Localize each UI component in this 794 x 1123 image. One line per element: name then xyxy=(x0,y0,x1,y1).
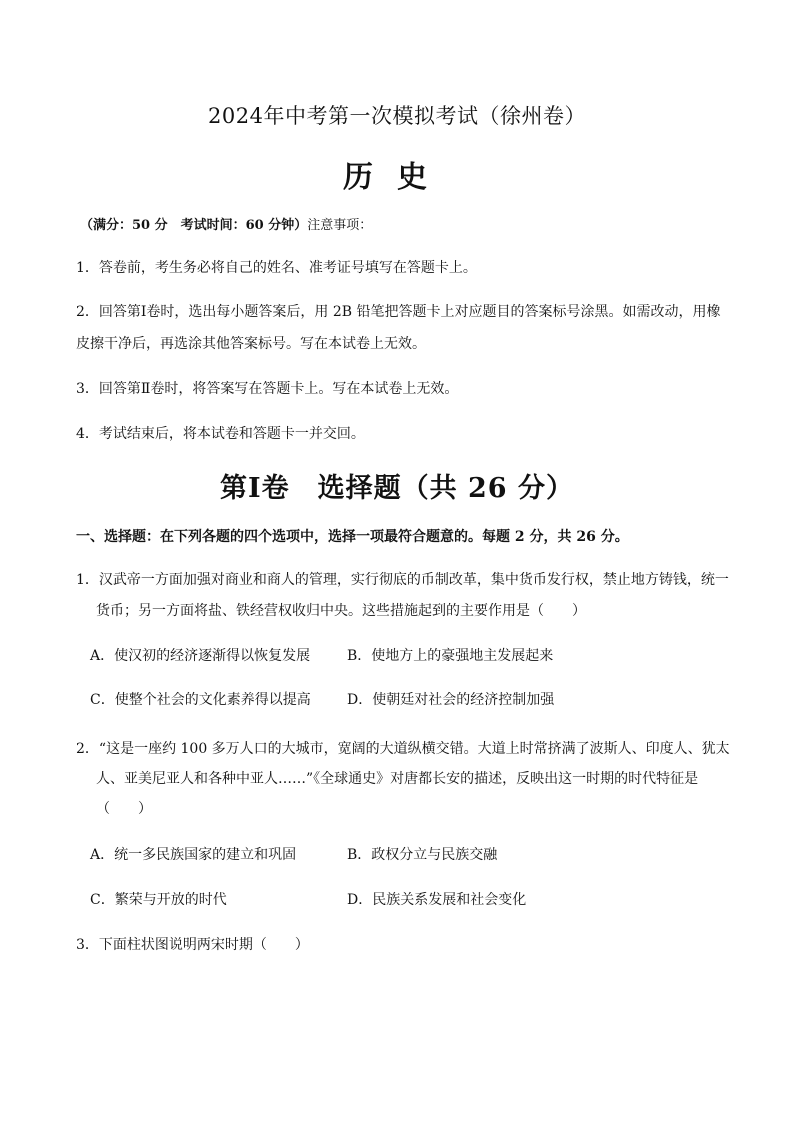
note-2: 2．回答第Ⅰ卷时，选出每小题答案后，用 2B 铅笔把答题卡上对应题目的答案标号涂黑。如需改动，用橡 xyxy=(76,304,721,320)
question-2-option-c: C．繁荣与开放的时代 xyxy=(90,892,227,908)
exam-subject: 历史 xyxy=(343,160,451,195)
question-1-line-2: 货币；另一方面将盐、铁经营权收归中央。这些措施起到的主要作用是（ ） xyxy=(96,603,586,619)
question-1-option-a: A．使汉初的经济逐渐得以恢复发展 xyxy=(90,648,311,664)
question-2-option-a: A．统一多民族国家的建立和巩固 xyxy=(90,847,297,863)
note-1: 1．答卷前，考生务必将自己的姓名、准考证号填写在答题卡上。 xyxy=(76,260,477,276)
note-2-cont: 皮擦干净后，再选涂其他答案标号。写在本试卷上无效。 xyxy=(76,336,426,352)
section-title: 第Ⅰ卷 选择题（共 26 分） xyxy=(219,473,574,504)
question-1-option-c: C．使整个社会的文化素养得以提高 xyxy=(90,692,311,708)
question-2-option-b: B．政权分立与民族交融 xyxy=(347,847,498,863)
question-2-line-2: 人、亚美尼亚人和各种中亚人……”《全球通史》对唐都长安的描述，反映出这一时期的时代特征是 xyxy=(96,771,699,787)
question-3-line-1: 3．下面柱状图说明两宋时期（ ） xyxy=(76,937,309,953)
question-2-line-3: （ ） xyxy=(96,801,152,817)
question-1-option-b: B．使地方上的豪强地主发展起来 xyxy=(347,648,554,664)
part-instructions: 一、选择题：在下列各题的四个选项中，选择一项最符合题意的。每题 2 分，共 26 分。 xyxy=(76,529,629,545)
exam-title: 2024年中考第一次模拟考试（徐州卷） xyxy=(208,104,586,128)
question-1-option-d: D．使朝廷对社会的经济控制加强 xyxy=(347,692,555,708)
note-3: 3．回答第Ⅱ卷时，将答案写在答题卡上。写在本试卷上无效。 xyxy=(76,381,459,397)
exam-score-time: （满分：50 分 考试时间：60 分钟） xyxy=(80,218,308,233)
exam-meta xyxy=(80,214,372,233)
exam-notes-heading: 注意事项： xyxy=(307,218,373,233)
question-2-option-d: D．民族关系发展和社会变化 xyxy=(347,892,527,908)
question-2-line-1: 2．“这是一座约 100 多万人口的大城市，宽阔的大道纵横交错。大道上时常挤满了波斯人、印度人、犹太 xyxy=(76,741,730,757)
question-1-line-1: 1．汉武帝一方面加强对商业和商人的管理，实行彻底的币制改革，集中货币发行权，禁止地方铸钱，统一 xyxy=(76,572,729,588)
note-4: 4．考试结束后，将本试卷和答题卡一并交回。 xyxy=(76,426,365,442)
